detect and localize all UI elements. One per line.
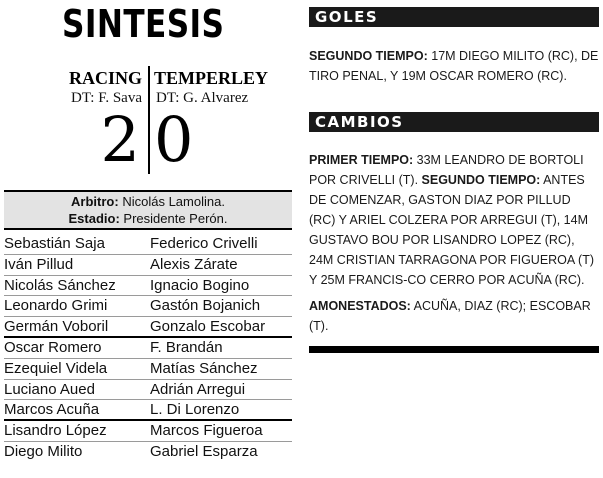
goals-header: GOLES bbox=[309, 7, 599, 27]
home-score: 2 bbox=[100, 103, 140, 176]
home-player: Oscar Romero bbox=[4, 338, 102, 356]
home-player: Sebastián Saja bbox=[4, 235, 105, 252]
home-coach: DT: F. Sava bbox=[71, 90, 142, 106]
stadium-line bbox=[4, 210, 292, 227]
stadium-label: Estadio: bbox=[68, 211, 120, 226]
home-team-name: RACING bbox=[68, 68, 142, 88]
home-player: Marcos Acuña bbox=[4, 401, 100, 419]
referee-name: Nicolás Lamolina. bbox=[118, 194, 225, 209]
home-player: Leonardo Grimi bbox=[4, 297, 108, 315]
away-player: Alexis Zárate bbox=[150, 255, 238, 273]
lineups-table bbox=[4, 234, 292, 463]
substitutions-text bbox=[309, 150, 599, 290]
table-row bbox=[4, 296, 292, 317]
sintesis-column bbox=[0, 0, 294, 478]
bookings-label: AMONESTADOS: bbox=[309, 299, 411, 313]
goals-text bbox=[309, 46, 599, 86]
bottom-rule bbox=[309, 346, 599, 353]
away-score: 0 bbox=[154, 103, 194, 176]
home-player: Diego Milito bbox=[4, 442, 83, 460]
away-player: Marcos Figueroa bbox=[150, 422, 263, 440]
away-team-name: TEMPERLEY bbox=[154, 68, 269, 88]
table-row bbox=[4, 276, 292, 297]
table-row bbox=[4, 442, 292, 463]
table-row bbox=[4, 234, 292, 255]
table-row bbox=[4, 317, 292, 338]
table-row bbox=[4, 380, 292, 401]
table-row bbox=[4, 400, 292, 421]
home-player: Luciano Aued bbox=[4, 380, 95, 398]
home-player: Nicolás Sánchez bbox=[4, 276, 116, 294]
subs-second-half-text: ANTES DE COMENZAR, GASTON DIAZ POR PILLUD (RC) Y ARIEL COLZERA POR ARREGUI (T), 14M GUSTAVO BOU POR LISANDRO LOPEZ (RC), 24M CRISTIAN TARRAGONA POR FIGUEROA (T) Y 25M FRANCIS-CO CERRO POR ACUÑA (RC). bbox=[309, 173, 594, 287]
goals-second-half-text: 17M DIEGO MILITO (RC), DE TIRO PENAL, Y 19M OSCAR ROMERO (RC). bbox=[309, 49, 599, 83]
page-title: SINTESIS bbox=[62, 2, 225, 46]
subs-first-half-label: PRIMER TIEMPO: bbox=[309, 153, 414, 167]
home-player: Lisandro López bbox=[4, 422, 107, 440]
referee-line bbox=[4, 193, 292, 210]
away-player: Gabriel Esparza bbox=[150, 442, 258, 460]
home-player: Iván Pillud bbox=[4, 255, 74, 273]
table-row bbox=[4, 421, 292, 442]
table-row bbox=[4, 359, 292, 380]
team-divider bbox=[148, 66, 150, 174]
away-player: Ignacio Bogino bbox=[150, 276, 250, 294]
away-player: Adrián Arregui bbox=[150, 380, 246, 398]
bookings-list: ACUÑA, DIAZ (RC); ESCOBAR (T). bbox=[309, 299, 591, 333]
subs-second-half-label: SEGUNDO TIEMPO: bbox=[421, 173, 541, 187]
away-player: Matías Sánchez bbox=[150, 359, 258, 377]
away-player: F. Brandán bbox=[150, 338, 223, 356]
goals-second-half-label: SEGUNDO TIEMPO: bbox=[309, 49, 428, 63]
referee-label: Arbitro: bbox=[71, 194, 119, 209]
table-row bbox=[4, 255, 292, 276]
away-coach: DT: G. Alvarez bbox=[156, 90, 249, 106]
bookings-text bbox=[309, 296, 599, 336]
away-player: Federico Crivelli bbox=[150, 235, 258, 252]
away-player: Gonzalo Escobar bbox=[150, 318, 266, 336]
substitutions-header: CAMBIOS bbox=[309, 112, 599, 132]
stadium-name: Presidente Perón. bbox=[119, 211, 228, 226]
subs-first-half-text: 33M LEANDRO DE BORTOLI POR CRIVELLI (T). bbox=[309, 153, 584, 187]
table-row bbox=[4, 338, 292, 359]
away-player: Gastón Bojanich bbox=[150, 297, 261, 315]
home-player: Ezequiel Videla bbox=[4, 359, 108, 377]
home-player: Germán Voboril bbox=[4, 318, 109, 336]
officials-box bbox=[4, 190, 292, 230]
away-player: L. Di Lorenzo bbox=[150, 401, 240, 419]
